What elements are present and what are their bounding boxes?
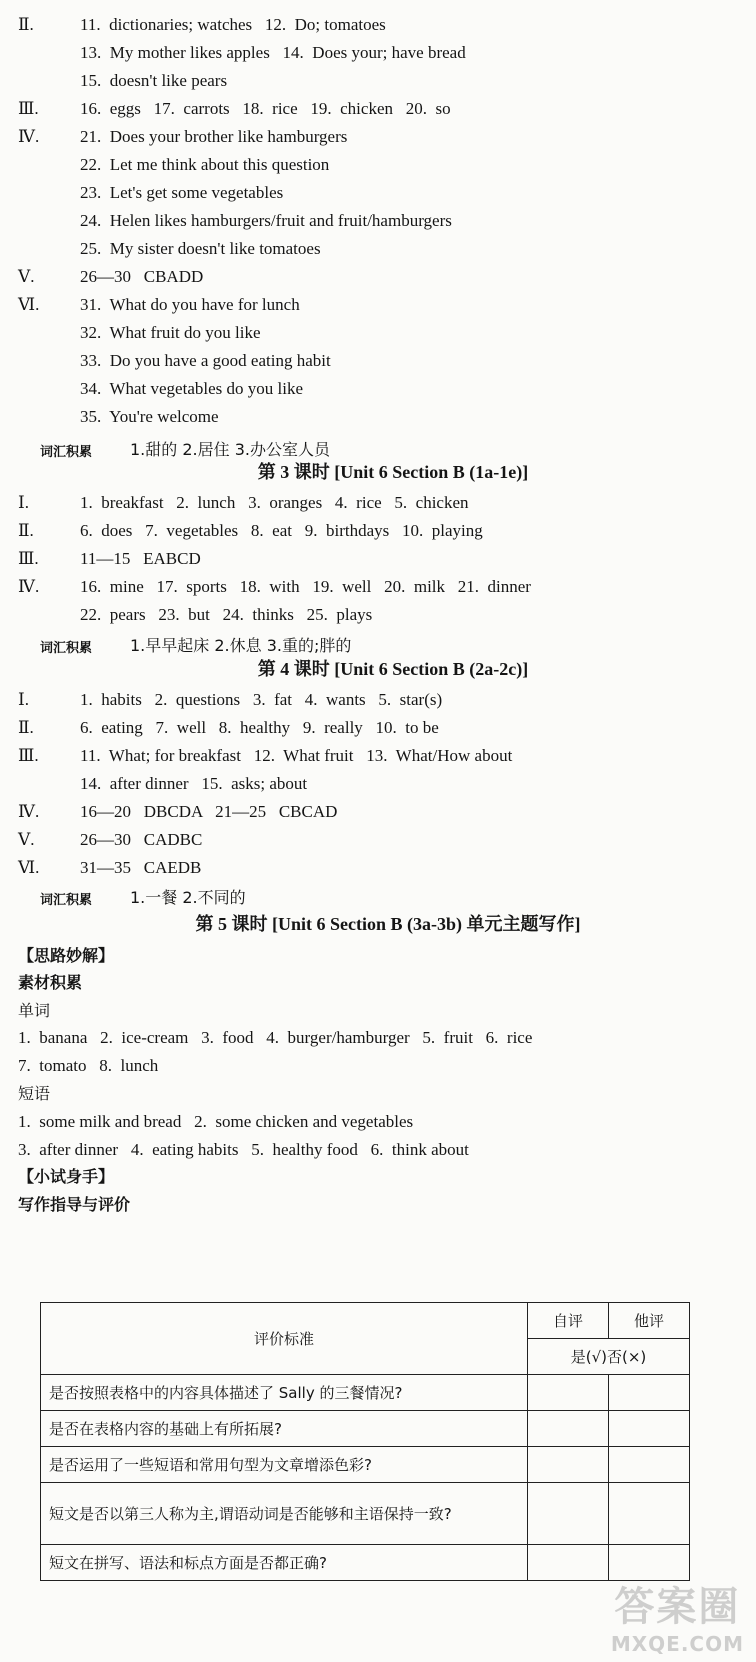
answer-line: 16—20 DBCDA 21—25 CBCAD [80, 802, 338, 821]
self-eval-cell[interactable] [528, 1545, 609, 1581]
header-legend: 是(√)否(×) [528, 1339, 690, 1375]
answer-line: 11. What; for breakfast 12. What fruit 13. What/How about [80, 746, 513, 765]
lesson4-heading: 第 4 课时 [Unit 6 Section B (2a-2c)] [257, 659, 529, 679]
answer-line: 26—30 CADBC [80, 830, 203, 849]
roman-numeral: Ⅲ. [18, 549, 39, 568]
words-line-2: 7. tomato 8. lunch [18, 1056, 159, 1075]
phrases-label: 短语 [18, 1084, 51, 1103]
self-eval-cell[interactable] [528, 1375, 609, 1411]
answer-line: 22. pears 23. but 24. thinks 25. plays [80, 605, 373, 624]
lesson4-vocab-text: 1.一餐 2.不同的 [130, 888, 246, 907]
roman-numeral: Ⅰ. [18, 690, 29, 709]
roman-numeral: Ⅱ. [18, 521, 34, 540]
vocab-label: 词汇积累 [40, 445, 93, 460]
criteria-row: 短文在拼写、语法和标点方面是否都正确? [41, 1545, 528, 1581]
answer-line: 25. My sister doesn't like tomatoes [80, 239, 321, 258]
answer-line: 16. mine 17. sports 18. with 19. well 20. milk 21. dinner [80, 577, 531, 596]
phrases-line-2: 3. after dinner 4. eating habits 5. healthy food 6. think about [18, 1140, 469, 1159]
answer-line: 14. after dinner 15. asks; about [80, 774, 308, 793]
answer-line: 34. What vegetables do you like [80, 379, 303, 398]
self-eval-cell[interactable] [528, 1447, 609, 1483]
header-other: 他评 [609, 1303, 690, 1339]
answer-line: 16. eggs 17. carrots 18. rice 19. chicken 20. so [80, 99, 451, 118]
header-self: 自评 [528, 1303, 609, 1339]
roman-numeral: Ⅱ. [18, 15, 34, 34]
other-eval-cell[interactable] [609, 1375, 690, 1411]
answer-line: 1. breakfast 2. lunch 3. oranges 4. rice 5. chicken [80, 493, 469, 512]
criteria-row: 短文是否以第三人称为主,谓语动词是否能够和主语保持一致? [41, 1483, 528, 1545]
answer-line: 31. What do you have for lunch [80, 295, 300, 314]
other-eval-cell[interactable] [609, 1411, 690, 1447]
writing-guide-heading: 写作指导与评价 [18, 1195, 131, 1214]
answer-line: 23. Let's get some vegetables [80, 183, 284, 202]
section-try: 【小试身手】 [18, 1167, 115, 1186]
answer-line: 15. doesn't like pears [80, 71, 228, 90]
words-label: 单词 [18, 1001, 51, 1020]
vocab-text: 1.甜的 2.居住 3.办公室人员 [130, 440, 330, 459]
roman-numeral: Ⅴ. [18, 267, 35, 286]
roman-numeral: Ⅳ. [18, 577, 40, 596]
answer-line: 6. does 7. vegetables 8. eat 9. birthdays 10. playing [80, 521, 483, 540]
lesson3-heading: 第 3 课时 [Unit 6 Section B (1a-1e)] [257, 462, 529, 482]
criteria-row: 是否运用了一些短语和常用句型为文章增添色彩? [41, 1447, 528, 1483]
material-heading: 素材积累 [18, 973, 83, 992]
lesson4-vocab-label: 词汇积累 [40, 893, 93, 908]
roman-numeral: Ⅲ. [18, 99, 39, 118]
lesson3-vocab-label: 词汇积累 [40, 641, 93, 656]
roman-numeral: Ⅰ. [18, 493, 29, 512]
self-eval-cell[interactable] [528, 1483, 609, 1545]
watermark-small: MXQE.COM [610, 1632, 744, 1656]
answer-line: 11—15 EABCD [80, 549, 201, 568]
answer-line: 35. You're welcome [80, 407, 219, 426]
roman-numeral: Ⅵ. [18, 295, 40, 314]
roman-numeral: Ⅱ. [18, 718, 34, 737]
answer-line: 11. dictionaries; watches 12. Do; tomatoes [80, 15, 386, 34]
lesson5-heading: 第 5 课时 [Unit 6 Section B (3a-3b) 单元主题写作] [195, 914, 581, 934]
lesson3-vocab-text: 1.早早起床 2.休息 3.重的;胖的 [130, 636, 352, 655]
criteria-row: 是否按照表格中的内容具体描述了 Sally 的三餐情况? [41, 1375, 528, 1411]
answer-line: 6. eating 7. well 8. healthy 9. really 10. to be [80, 718, 439, 737]
roman-numeral: Ⅵ. [18, 858, 40, 877]
answer-line: 24. Helen likes hamburgers/fruit and fruit/hamburgers [80, 211, 452, 230]
watermark-big: 答案圈 [614, 1584, 741, 1630]
answer-line: 33. Do you have a good eating habit [80, 351, 331, 370]
header-criteria: 评价标准 [41, 1303, 528, 1375]
answer-line: 31—35 CAEDB [80, 858, 202, 877]
phrases-line-1: 1. some milk and bread 2. some chicken and vegetables [18, 1112, 414, 1131]
roman-numeral: Ⅲ. [18, 746, 39, 765]
other-eval-cell[interactable] [609, 1447, 690, 1483]
answer-line: 1. habits 2. questions 3. fat 4. wants 5. star(s) [80, 690, 443, 709]
other-eval-cell[interactable] [609, 1483, 690, 1545]
words-line-1: 1. banana 2. ice-cream 3. food 4. burger/hamburger 5. fruit 6. rice [18, 1028, 533, 1047]
evaluation-table [40, 1302, 690, 1581]
answer-line: 32. What fruit do you like [80, 323, 261, 342]
answer-line: 21. Does your brother like hamburgers [80, 127, 348, 146]
section-idea: 【思路妙解】 [18, 946, 115, 965]
answer-line: 26—30 CBADD [80, 267, 204, 286]
roman-numeral: Ⅳ. [18, 802, 40, 821]
watermark-logo [611, 1575, 744, 1656]
self-eval-cell[interactable] [528, 1411, 609, 1447]
answer-line: 13. My mother likes apples 14. Does your; have bread [80, 43, 466, 62]
roman-numeral: Ⅳ. [18, 127, 40, 146]
roman-numeral: Ⅴ. [18, 830, 35, 849]
answer-line: 22. Let me think about this question [80, 155, 330, 174]
criteria-row: 是否在表格内容的基础上有所拓展? [41, 1411, 528, 1447]
